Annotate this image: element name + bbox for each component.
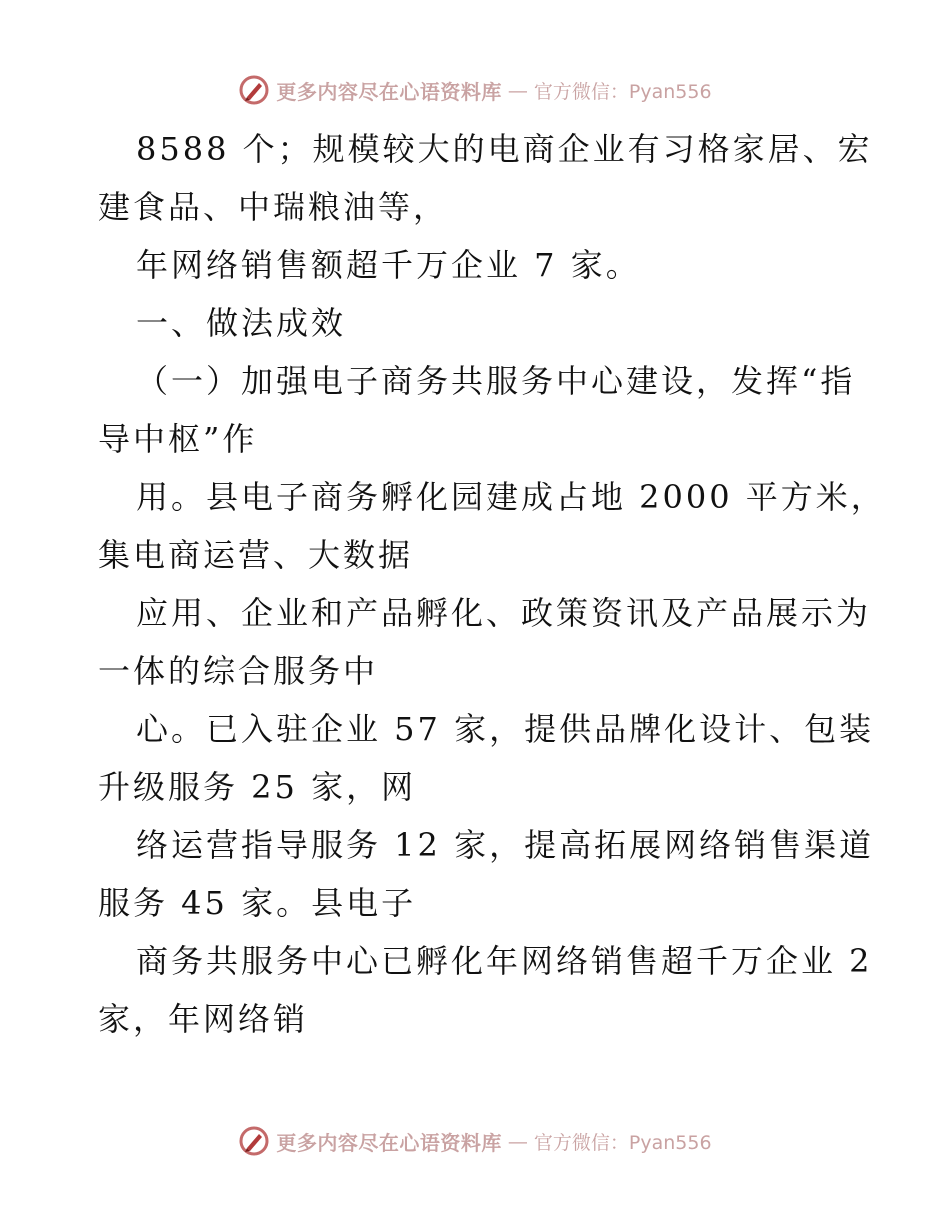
watermark-text: 更多内容尽在心语资料库 — [276, 1130, 502, 1155]
text-line: 家，年网络销 — [98, 1000, 309, 1038]
section-heading: 一、做法成效 — [136, 304, 347, 342]
text-line: 建食品、中瑞粮油等， — [98, 188, 449, 226]
text-line: 集电商运营、大数据 — [98, 536, 414, 574]
text-line: 一体的综合服务中 — [98, 652, 379, 690]
header-watermark — [0, 70, 950, 110]
text-line: 络运营指导服务 12 家，提高拓展网络销售渠道 — [136, 826, 875, 864]
footer-watermark — [0, 1121, 950, 1161]
text-line: 年网络销售额超千万企业 7 家。 — [136, 246, 641, 284]
watermark-dash: — — [507, 1129, 528, 1153]
watermark-wechat: 官方微信：Pyan556 — [533, 1131, 712, 1154]
text-line: 用。县电子商务孵化园建成占地 2000 平方米， — [136, 478, 886, 516]
document-body — [98, 120, 886, 1048]
subsection-heading: （一）加强电子商务共服务中心建设，发挥“指 — [136, 362, 856, 400]
text-line: 商务共服务中心已孵化年网络销售超千万企业 2 — [136, 942, 873, 980]
pen-logo-icon — [238, 74, 270, 106]
pen-logo-icon — [238, 1125, 270, 1157]
watermark-wechat: 官方微信：Pyan556 — [533, 80, 712, 103]
text-line: 应用、企业和产品孵化、政策资讯及产品展示为 — [136, 594, 872, 632]
text-line: 服务 45 家。县电子 — [98, 884, 417, 922]
text-line: 升级服务 25 家，网 — [98, 768, 417, 806]
text-line: 8588 个；规模较大的电商企业有习格家居、宏 — [136, 130, 873, 168]
watermark-text: 更多内容尽在心语资料库 — [276, 79, 502, 104]
text-line: 心。已入驻企业 57 家，提供品牌化设计、包装 — [136, 710, 875, 748]
watermark-dash: — — [507, 78, 528, 102]
text-line: 导中枢”作 — [98, 420, 258, 458]
